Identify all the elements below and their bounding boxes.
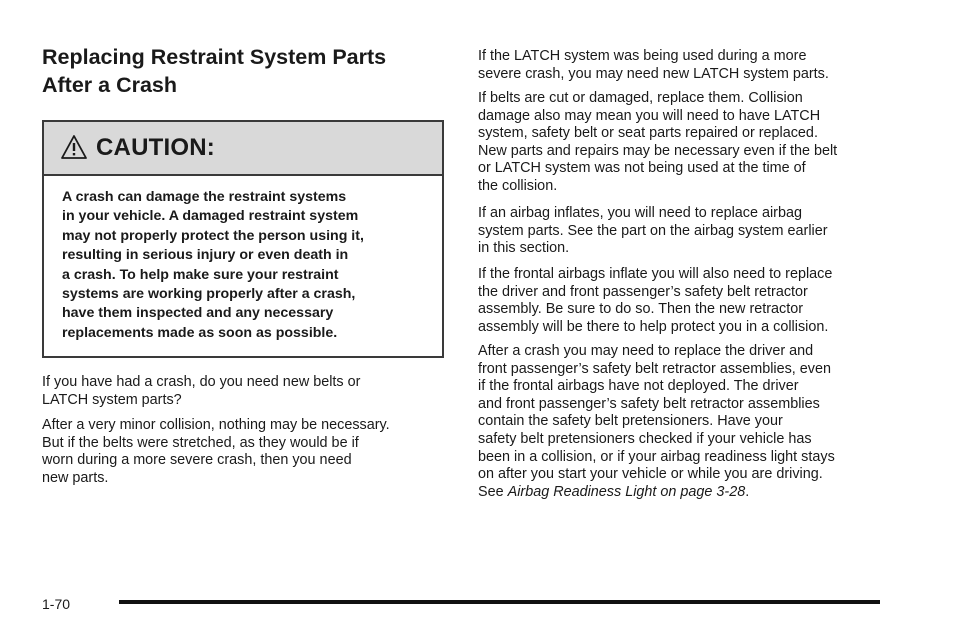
text-line: safety belt pretensioners checked if your vehicle has: [478, 430, 812, 447]
text-line: or LATCH system was not being used at the time of: [478, 160, 806, 177]
paragraph: [478, 90, 837, 196]
paragraph: [42, 374, 360, 409]
text-line: If belts are cut or damaged, replace them. Collision: [478, 90, 803, 106]
text-line: But if the belts were stretched, as they would be if: [42, 434, 359, 451]
text-line: After a very minor collision, nothing may be necessary.: [42, 417, 390, 433]
text-line: contain the safety belt pretensioners. Have your: [478, 413, 783, 430]
text-line: and front passenger’s safety belt retractor assemblies: [478, 395, 820, 412]
text-line: system, safety belt or seat parts repaired or replaced.: [478, 125, 818, 142]
text-line: If an airbag inflates, you will need to replace airbag: [478, 205, 802, 221]
text-line: assembly. Be sure to do so. Then the new retractor: [478, 301, 804, 318]
caution-header: [44, 122, 442, 176]
text-line: LATCH system parts?: [42, 391, 182, 408]
caution-line: A crash can damage the restraint systems: [62, 189, 347, 205]
text-line: if the frontal airbags have not deployed. The driver: [478, 378, 799, 395]
cross-reference-link[interactable]: Airbag Readiness Light on page 3-28: [507, 483, 746, 500]
text-line: [478, 484, 835, 502]
paragraph: [478, 343, 835, 501]
text-line: system parts. See the part on the airbag system earlier: [478, 222, 828, 239]
text-line: assembly will be there to help protect you in a collision.: [478, 318, 829, 335]
section-title: [42, 43, 452, 99]
see-prefix: See: [478, 483, 508, 500]
text-line: worn during a more severe crash, then you need: [42, 452, 352, 469]
caution-line: systems are working properly after a crash,: [62, 286, 356, 303]
text-line: front passenger’s safety belt retractor assemblies, even: [478, 360, 832, 377]
caution-text: [44, 176, 442, 343]
caution-line: a crash. To help make sure your restraint: [62, 266, 339, 283]
text-line: If the frontal airbags inflate you will also need to replace: [478, 266, 833, 282]
text-line: in this section.: [478, 240, 570, 257]
footer-rule: [119, 600, 880, 604]
text-line: If the LATCH system was being used during a more: [478, 48, 807, 64]
paragraph: [478, 48, 829, 83]
text-line: severe crash, you may need new LATCH system parts.: [478, 65, 829, 82]
section-title-line: Replacing Restraint System Parts: [42, 45, 387, 69]
caution-line: have them inspected and any necessary: [62, 305, 334, 322]
text-line: new parts.: [42, 469, 109, 486]
warning-triangle-icon: [60, 134, 88, 160]
text-line: the driver and front passenger’s safety belt retractor: [478, 283, 808, 300]
text-line: New parts and repairs may be necessary even if the belt: [478, 142, 838, 159]
see-suffix: .: [745, 483, 750, 500]
paragraph: [42, 417, 390, 487]
text-line: If you have had a crash, do you need new belts or: [42, 374, 361, 390]
page-number: 1-70: [42, 596, 71, 612]
caution-line: may not properly protect the person using it,: [62, 227, 364, 244]
paragraph: [478, 205, 828, 258]
caution-line: resulting in serious injury or even death in: [62, 247, 349, 264]
caution-title: CAUTION:: [96, 134, 215, 161]
section-title-line: After a Crash: [42, 73, 178, 97]
text-line: After a crash you may need to replace the driver and: [478, 343, 814, 359]
text-line: the collision.: [478, 177, 558, 194]
paragraph: [478, 266, 832, 336]
caution-box: [42, 120, 444, 358]
text-line: on after you start your vehicle or while you are driving.: [478, 466, 823, 483]
text-line: damage also may mean you will need to have LATCH: [478, 107, 821, 124]
caution-line: replacements made as soon as possible.: [62, 324, 338, 341]
caution-line: in your vehicle. A damaged restraint system: [62, 208, 359, 225]
text-line: been in a collision, or if your airbag readiness light stays: [478, 448, 835, 465]
